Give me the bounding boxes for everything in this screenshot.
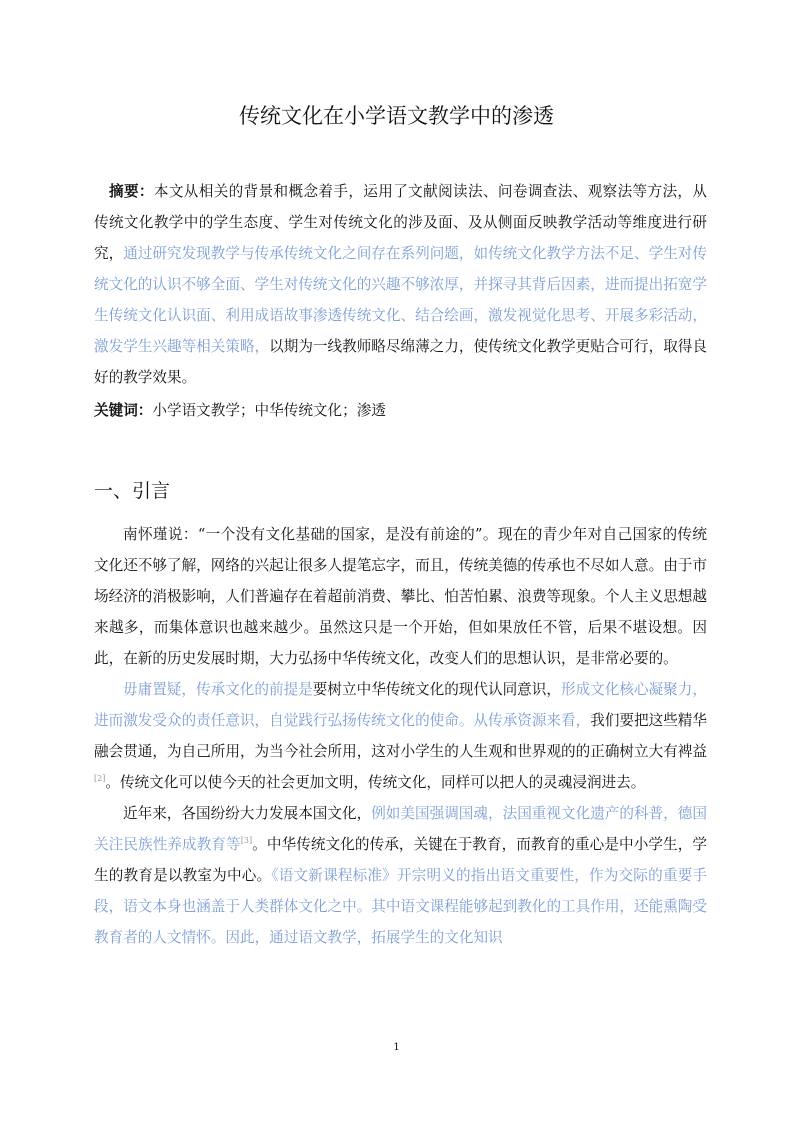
p2-text-1: 要树立中华传统文化的现代认同意识，: [312, 681, 561, 698]
intro-paragraph-1: 南怀瑾说：“一个没有文化基础的国家，是没有前途的”。现在的青少年对自己国家的传统文化还不够了解，网络的兴起让很多人提笔忘字，而且，传统美德的传承也不尽如人意。由于市场经济的消极影响，人们普遍存在着超前消费、攀比、怕苦怕累、浪费等现象。个人主义思想越来越多，而集体意识也越来越少。虽然这只是一个开始，但如果放任不管，后果不堪设想。因此，在新的历史发展时期，大力弘扬中华传统文化，改变人们的思想认识，是非常必要的。: [94, 526, 707, 667]
keywords-text: 小学语文教学；中华传统文化；渗透: [152, 402, 386, 419]
p3-text-2: 。中华传统文化的传承，关键在于教育，而教育的重心是中小学生，学生的教育是以教室为中心。: [94, 836, 707, 884]
keywords-line: [94, 398, 707, 424]
abstract-label: 摘要：: [109, 183, 154, 200]
p2-highlight-2: 形成文化核心凝聚力，进而激发受众的责任意识，自觉践行弘扬传统文化的使命。从传承资源来看，: [94, 681, 707, 729]
abstract-text-3: 以期为一线教师略尽绵薄之力，使传统文化教学更贴合可行，取得良好的教学效果。: [94, 338, 707, 386]
intro-paragraph-3: [94, 798, 707, 953]
p2-highlight-1: 毋庸置疑，传承文化的前提是: [123, 681, 313, 698]
page-number: 1: [393, 1042, 400, 1053]
p3-highlight-2: 《语文新课程标准》开宗明义的指出语文重要性，作为交际的重要手段，语文本身也涵盖于人类群体文化之中。其中语文课程能够起到教化的工具作用，还能熏陶受教育者的人文情怀。因此，通过语文教学，拓展学生的文化知识: [94, 867, 707, 946]
p3-text-1: 近年来，各国纷纷大力发展本国文化，: [123, 805, 372, 822]
intro-paragraph-2: [94, 674, 707, 798]
p2-text-3: 。传统文化可以使今天的社会更加文明，传统文化，同样可以把人的灵魂浸润进去。: [105, 774, 646, 791]
keywords-label: 关键词：: [94, 402, 153, 419]
citation-ref-2[interactable]: [2]: [94, 774, 106, 784]
p3-highlight-1: 例如美国强调国魂，法国重视文化遗产的科普，德国关注民族性养成教育等: [94, 805, 707, 853]
p2-text-2: 我们要把这些精华融会贯通，为自己所用，为当今社会所用，这对小学生的人生观和世界观的的正确树立大有裨益: [94, 712, 707, 760]
abstract-paragraph: [94, 176, 707, 393]
introduction-body: [94, 519, 707, 953]
document-title: 传统文化在小学语文教学中的渗透: [239, 104, 554, 128]
abstract-text-1: 本文从相关的背景和概念着手，运用了文献阅读法、问卷调查法、观察法等方法，从传统文化教学中的学生态度、学生对传统文化的涉及面、及从侧面反映教学活动等维度进行研究，: [94, 183, 707, 262]
citation-ref-3[interactable]: [3]: [240, 836, 253, 846]
abstract-text-highlight: 通过研究发现教学与传承传统文化之间存在系列问题，如传统文化教学方法不足、学生对传统文化的认识不够全面、学生对传统文化的兴趣不够浓厚，并探寻其背后因素，进而提出拓宽学生传统文化认识面、利用成语故事渗透传统文化、结合绘画，激发视觉化思考、开展多彩活动，激发学生兴趣等相关策略，: [94, 245, 707, 355]
section-heading-introduction: 一、引言: [94, 480, 171, 502]
